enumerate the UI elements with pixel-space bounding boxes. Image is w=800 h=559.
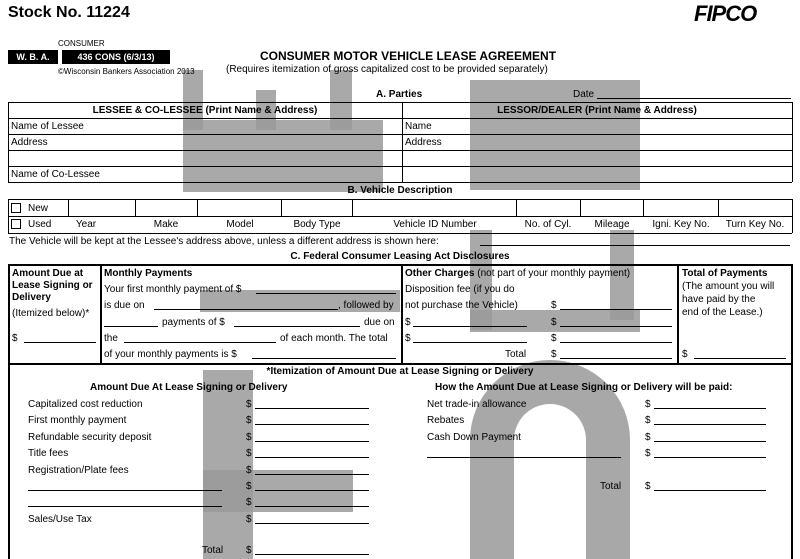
section-c-title: C. Federal Consumer Leasing Act Disclosures xyxy=(290,251,510,262)
new-label: New xyxy=(28,203,49,214)
monthly-line4b: of each month. The total xyxy=(280,333,388,344)
other-total-dollar: $ xyxy=(551,349,557,360)
right-item-input[interactable] xyxy=(654,447,766,458)
left-item-dollar: $ xyxy=(246,513,252,525)
other-dollar-2: $ xyxy=(405,333,411,344)
left-item-dollar: $ xyxy=(246,431,252,443)
right-item-dollar: $ xyxy=(645,415,651,427)
num-payments-input[interactable] xyxy=(104,316,158,327)
left-blank-label-input[interactable] xyxy=(28,496,222,507)
watermark-shape xyxy=(183,70,203,130)
other-total-label: Total xyxy=(505,349,527,360)
left-item-dollar: $ xyxy=(246,415,252,427)
amount-due-note: (Itemized below)* xyxy=(12,308,90,319)
vehicle-column-4: Vehicle ID Number xyxy=(393,219,477,230)
left-item-input[interactable] xyxy=(255,447,369,458)
monthly-line2b: , followed by xyxy=(338,300,394,311)
left-item-label: Title fees xyxy=(28,448,69,460)
amount-due-title-1: Amount Due at Lease Signing or Delivery xyxy=(12,268,93,303)
payment-amount-input[interactable] xyxy=(234,316,360,327)
left-blank-label-input[interactable] xyxy=(28,480,222,491)
left-item-dollar: $ xyxy=(246,545,252,556)
amount-due-input[interactable] xyxy=(24,332,96,343)
right-item-label: Net trade-in allowance xyxy=(427,399,527,410)
right-header: How the Amount Due at Lease Signing or Delivery will be paid: xyxy=(435,382,733,393)
left-item-input[interactable] xyxy=(255,431,369,442)
total-payments-title: Total of Payments xyxy=(682,268,768,279)
right-blank-label-input[interactable] xyxy=(427,447,621,458)
left-total-input[interactable] xyxy=(255,544,369,555)
vehicle-column-0: Year xyxy=(75,219,97,230)
sales-tax-label: Sales/Use Tax xyxy=(28,513,92,525)
used-checkbox[interactable] xyxy=(11,219,21,229)
right-item-dollar: $ xyxy=(645,431,651,443)
left-item-dollar: $ xyxy=(246,497,252,509)
watermark-shape xyxy=(330,70,352,130)
consumer-tag: CONSUMER xyxy=(58,39,105,48)
left-item-label: Refundable security deposit xyxy=(28,431,152,443)
left-item-dollar: $ xyxy=(246,481,252,492)
date-label: Date xyxy=(573,89,595,100)
right-total-input[interactable] xyxy=(654,480,766,491)
vehicle-column-6: Mileage xyxy=(594,219,630,230)
name-of-colessee-label: Name of Co-Lessee xyxy=(11,169,100,180)
right-item-dollar: $ xyxy=(645,448,651,460)
form-subtitle: (Requires itemization of gross capitalized cost to be provided separately) xyxy=(226,64,548,75)
disposition-line1: Disposition fee (if you do xyxy=(405,284,515,295)
lessor-address-label: Address xyxy=(405,137,442,148)
form-code-badge: W. B. A. xyxy=(8,50,58,64)
copyright: ©Wisconsin Bankers Association 2013 xyxy=(58,67,195,76)
used-label: Used xyxy=(28,219,52,230)
total-payments-note2: have paid by the xyxy=(682,294,756,305)
different-address-input[interactable] xyxy=(480,235,790,246)
disposition-dollar: $ xyxy=(551,300,557,311)
monthly-line3a: payments of $ xyxy=(162,317,225,328)
disposition-line2: not purchase the Vehicle) xyxy=(405,300,518,311)
left-item-dollar: $ xyxy=(246,399,252,410)
left-item-input[interactable] xyxy=(255,398,369,409)
new-checkbox[interactable] xyxy=(11,203,21,213)
other-charge-name-2[interactable] xyxy=(413,332,527,343)
vehicle-kept-note: The Vehicle will be kept at the Lessee's address above, unless a different address is shown here: xyxy=(9,236,439,247)
vehicle-column-8: Turn Key No. xyxy=(725,219,785,230)
other-charges-title xyxy=(405,268,630,280)
left-item-label: Capitalized cost reduction xyxy=(28,399,143,410)
sales-tax-input[interactable] xyxy=(255,513,369,524)
lessee-header: LESSEE & CO-LESSEE (Print Name & Address) xyxy=(92,105,318,116)
other-charge-amount-2[interactable] xyxy=(560,332,672,343)
total-monthly-input[interactable] xyxy=(252,348,396,359)
monthly-line2a: is due on xyxy=(104,300,145,311)
left-item-input[interactable] xyxy=(255,496,369,507)
first-due-date-input[interactable] xyxy=(154,299,338,310)
left-item-input[interactable] xyxy=(255,480,369,491)
right-item-label: Cash Down Payment xyxy=(427,431,521,443)
other-total-input[interactable] xyxy=(560,348,672,359)
left-total-label: Total xyxy=(202,545,224,556)
vehicle-column-3: Body Type xyxy=(293,219,341,230)
other-dollar-2b: $ xyxy=(551,333,557,344)
right-item-input[interactable] xyxy=(654,414,766,425)
left-item-label: Registration/Plate fees xyxy=(28,464,129,476)
right-item-label: Rebates xyxy=(427,415,465,427)
form-number-badge: 436 CONS (6/3/13) xyxy=(62,50,170,64)
total-payments-input[interactable] xyxy=(694,348,786,359)
vehicle-column-1: Make xyxy=(153,219,179,230)
other-dollar-1: $ xyxy=(405,317,411,328)
vehicle-column-7: Igni. Key No. xyxy=(652,219,710,230)
other-charge-amount-1[interactable] xyxy=(560,316,672,327)
monthly-line3b: due on xyxy=(364,317,395,328)
right-total-label: Total xyxy=(600,481,622,492)
first-payment-input[interactable] xyxy=(256,283,396,294)
lessor-name-label: Name xyxy=(405,121,432,132)
other-charges-note: (not part of your monthly payment) xyxy=(477,268,631,279)
monthly-line5: of your monthly payments is $ xyxy=(104,349,237,360)
fipco-logo: FIPCO xyxy=(694,1,757,26)
right-item-input[interactable] xyxy=(654,431,766,442)
other-charge-name-1[interactable] xyxy=(413,316,527,327)
total-payments-note3: end of the Lease.) xyxy=(682,307,763,318)
other-charges-label: Other Charges xyxy=(405,268,475,279)
section-b-title: B. Vehicle Description xyxy=(347,185,453,196)
left-item-input[interactable] xyxy=(255,464,369,475)
right-item-dollar: $ xyxy=(645,399,651,410)
monthly-line4a: the xyxy=(104,333,118,344)
left-item-label: First monthly payment xyxy=(28,415,127,427)
vehicle-column-2: Model xyxy=(226,219,254,230)
due-day-input[interactable] xyxy=(124,332,276,343)
left-item-dollar: $ xyxy=(246,448,252,460)
left-item-input[interactable] xyxy=(255,414,369,425)
itemization-title: *Itemization of Amount Due at Lease Signing or Delivery xyxy=(266,366,534,377)
right-item-dollar: $ xyxy=(645,481,651,492)
form-title: CONSUMER MOTOR VEHICLE LEASE AGREEMENT xyxy=(260,49,557,63)
section-a-title: A. Parties xyxy=(376,89,423,100)
lessor-header: LESSOR/DEALER (Print Name & Address) xyxy=(497,105,697,116)
total-payments-dollar: $ xyxy=(682,349,688,360)
date-input[interactable] xyxy=(597,88,791,99)
stock-number: Stock No. 11224 xyxy=(8,4,130,21)
name-of-lessee-label: Name of Lessee xyxy=(11,121,84,132)
disposition-fee-input[interactable] xyxy=(560,299,672,310)
monthly-line1: Your first monthly payment of $ xyxy=(104,284,242,295)
monthly-title: Monthly Payments xyxy=(104,268,193,279)
right-item-input[interactable] xyxy=(654,398,766,409)
left-item-dollar: $ xyxy=(246,464,252,476)
left-header: Amount Due At Lease Signing or Delivery xyxy=(90,382,288,393)
other-dollar-1b: $ xyxy=(551,317,557,328)
total-payments-note1: (The amount you will xyxy=(682,281,775,292)
amount-due-dollar: $ xyxy=(12,333,18,344)
lessee-address-label: Address xyxy=(11,137,48,148)
vehicle-column-5: No. of Cyl. xyxy=(524,219,572,230)
